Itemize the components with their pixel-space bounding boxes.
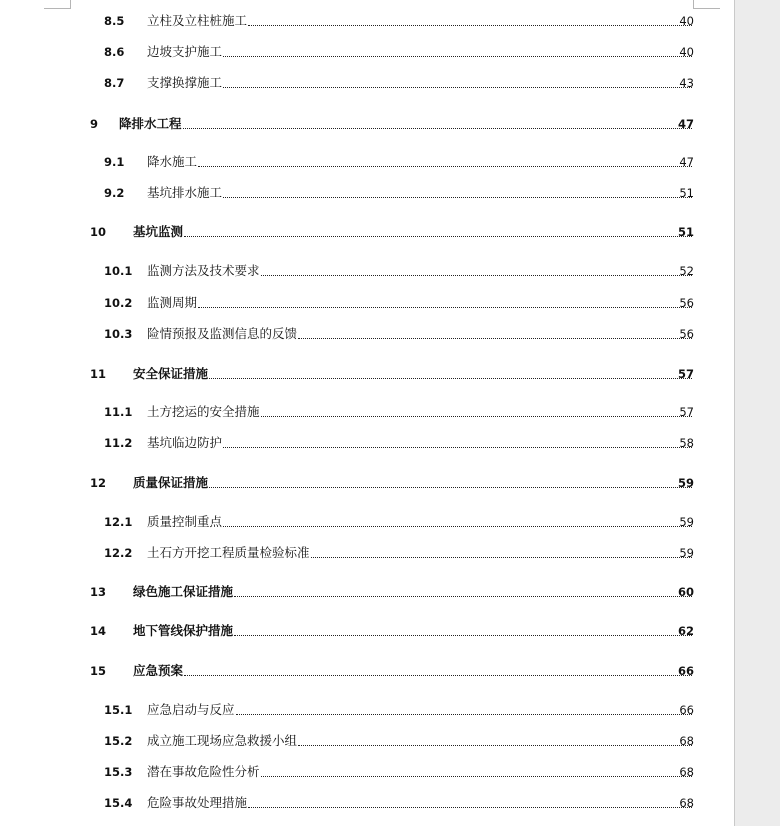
toc-dot-leader	[223, 56, 692, 57]
toc-entry-title[interactable]: 潜在事故危险性分析	[147, 762, 261, 782]
toc-entry[interactable]	[0, 793, 734, 813]
toc-entry-number: 13	[90, 585, 107, 599]
toc-entry[interactable]	[0, 731, 734, 751]
toc-entry-title[interactable]: 监测周期	[147, 293, 198, 313]
toc-entry-page-number: 68	[679, 734, 694, 748]
toc-dot-leader	[261, 416, 692, 417]
toc-entry[interactable]	[0, 512, 734, 532]
toc-entry-page-number: 59	[679, 546, 694, 560]
toc-dot-leader	[234, 596, 692, 597]
toc-dot-leader	[209, 487, 692, 488]
toc-entry[interactable]	[0, 700, 734, 720]
toc-entry[interactable]	[0, 661, 734, 681]
toc-entry-page-number: 51	[679, 186, 694, 200]
toc-entry-number: 9.2	[104, 186, 125, 200]
toc-entry-title[interactable]: 监测方法及技术要求	[147, 261, 261, 281]
toc-entry-title[interactable]: 成立施工现场应急救援小组	[147, 731, 298, 751]
toc-entry-number: 12	[90, 476, 107, 490]
toc-entry-number: 11	[90, 367, 107, 381]
toc-entry-title[interactable]: 支撑换撑施工	[147, 73, 223, 93]
toc-dot-leader	[311, 557, 692, 558]
toc-dot-leader	[261, 776, 692, 777]
toc-entry-page-number: 59	[679, 515, 694, 529]
toc-dot-leader	[223, 447, 692, 448]
toc-entry-page-number: 62	[677, 624, 694, 638]
toc-entry-title[interactable]: 立柱及立柱桩施工	[147, 11, 248, 31]
toc-entry-page-number: 47	[679, 155, 694, 169]
toc-entry-title[interactable]: 危险事故处理措施	[147, 793, 248, 813]
toc-entry[interactable]	[0, 42, 734, 62]
toc-entry[interactable]	[0, 293, 734, 313]
toc-entry[interactable]	[0, 114, 734, 134]
toc-entry-title[interactable]: 基坑监测	[133, 222, 184, 242]
toc-dot-leader	[183, 128, 692, 129]
toc-entry-page-number: 66	[679, 703, 694, 717]
toc-entry-title[interactable]: 应急启动与反应	[147, 700, 236, 720]
toc-entry-number: 10.3	[104, 327, 133, 341]
toc-entry-page-number: 68	[679, 796, 694, 810]
toc-entry-number: 9.1	[104, 155, 125, 169]
toc-entry-page-number: 56	[679, 296, 694, 310]
toc-dot-leader	[236, 714, 692, 715]
margin-corner-mark-left	[44, 0, 71, 9]
toc-entry-title[interactable]: 边坡支护施工	[147, 42, 223, 62]
toc-entry-title[interactable]: 绿色施工保证措施	[133, 582, 234, 602]
toc-entry[interactable]	[0, 762, 734, 782]
toc-entry-page-number: 51	[677, 225, 694, 239]
toc-entry-page-number: 43	[679, 76, 694, 90]
toc-entry[interactable]	[0, 433, 734, 453]
toc-entry-number: 8.6	[104, 45, 125, 59]
toc-entry-page-number: 40	[679, 45, 694, 59]
toc-entry[interactable]	[0, 364, 734, 384]
toc-entry-number: 8.7	[104, 76, 125, 90]
toc-entry-number: 10	[90, 225, 107, 239]
toc-entry-page-number: 58	[679, 436, 694, 450]
toc-entry-number: 11.2	[104, 436, 133, 450]
toc-entry[interactable]	[0, 582, 734, 602]
toc-entry-title[interactable]: 基坑临边防护	[147, 433, 223, 453]
toc-entry-number: 10.1	[104, 264, 133, 278]
toc-entry-page-number: 59	[677, 476, 694, 490]
toc-entry[interactable]	[0, 473, 734, 493]
toc-entry-title[interactable]: 土方挖运的安全措施	[147, 402, 261, 422]
toc-entry-page-number: 57	[677, 367, 694, 381]
toc-dot-leader	[261, 275, 692, 276]
toc-entry-number: 15	[90, 664, 107, 678]
toc-entry-number: 11.1	[104, 405, 133, 419]
toc-dot-leader	[248, 25, 692, 26]
toc-entry-title[interactable]: 降排水工程	[119, 114, 183, 134]
toc-entry-number: 14	[90, 624, 107, 638]
toc-entry-title[interactable]: 基坑排水施工	[147, 183, 223, 203]
toc-entry-page-number: 60	[677, 585, 694, 599]
toc-dot-leader	[184, 675, 692, 676]
toc-entry-number: 9	[90, 117, 99, 131]
toc-dot-leader	[198, 166, 692, 167]
toc-entry-number: 15.1	[104, 703, 133, 717]
toc-entry[interactable]	[0, 324, 734, 344]
toc-entry-number: 12.1	[104, 515, 133, 529]
toc-entry[interactable]	[0, 222, 734, 242]
toc-entry-title[interactable]: 险情预报及监测信息的反馈	[147, 324, 298, 344]
toc-entry[interactable]	[0, 73, 734, 93]
toc-entry-title[interactable]: 地下管线保护措施	[133, 621, 234, 641]
toc-dot-leader	[234, 635, 692, 636]
toc-entry[interactable]	[0, 543, 734, 563]
toc-entry-number: 10.2	[104, 296, 133, 310]
toc-dot-leader	[184, 236, 692, 237]
toc-entry-title[interactable]: 土石方开挖工程质量检验标准	[147, 543, 311, 563]
toc-dot-leader	[223, 197, 692, 198]
toc-entry-page-number: 40	[679, 14, 694, 28]
toc-entry-number: 15.2	[104, 734, 133, 748]
toc-entry-number: 8.5	[104, 14, 125, 28]
toc-entry-number: 12.2	[104, 546, 133, 560]
toc-entry-number: 15.3	[104, 765, 133, 779]
toc-entry-page-number: 66	[677, 664, 694, 678]
toc-entry-title[interactable]: 质量保证措施	[133, 473, 209, 493]
toc-dot-leader	[223, 526, 692, 527]
toc-dot-leader	[209, 378, 692, 379]
toc-entry-page-number: 57	[679, 405, 694, 419]
toc-entry-title[interactable]: 质量控制重点	[147, 512, 223, 532]
toc-entry[interactable]	[0, 152, 734, 172]
toc-entry-title[interactable]: 应急预案	[133, 661, 184, 681]
toc-entry-page-number: 56	[679, 327, 694, 341]
toc-dot-leader	[298, 338, 692, 339]
toc-entry-number: 15.4	[104, 796, 133, 810]
toc-entry-page-number: 47	[677, 117, 694, 131]
toc-dot-leader	[298, 745, 692, 746]
toc-entry-title[interactable]: 降水施工	[147, 152, 198, 172]
toc-entry[interactable]	[0, 11, 734, 31]
toc-entry[interactable]	[0, 183, 734, 203]
toc-entry-page-number: 52	[679, 264, 694, 278]
margin-corner-mark-right	[693, 0, 720, 9]
toc-dot-leader	[248, 807, 692, 808]
toc-dot-leader	[198, 307, 692, 308]
toc-entry[interactable]	[0, 621, 734, 641]
toc-dot-leader	[223, 87, 692, 88]
toc-entry-page-number: 68	[679, 765, 694, 779]
toc-entry[interactable]	[0, 402, 734, 422]
toc-entry-title[interactable]: 安全保证措施	[133, 364, 209, 384]
toc-entry[interactable]	[0, 261, 734, 281]
